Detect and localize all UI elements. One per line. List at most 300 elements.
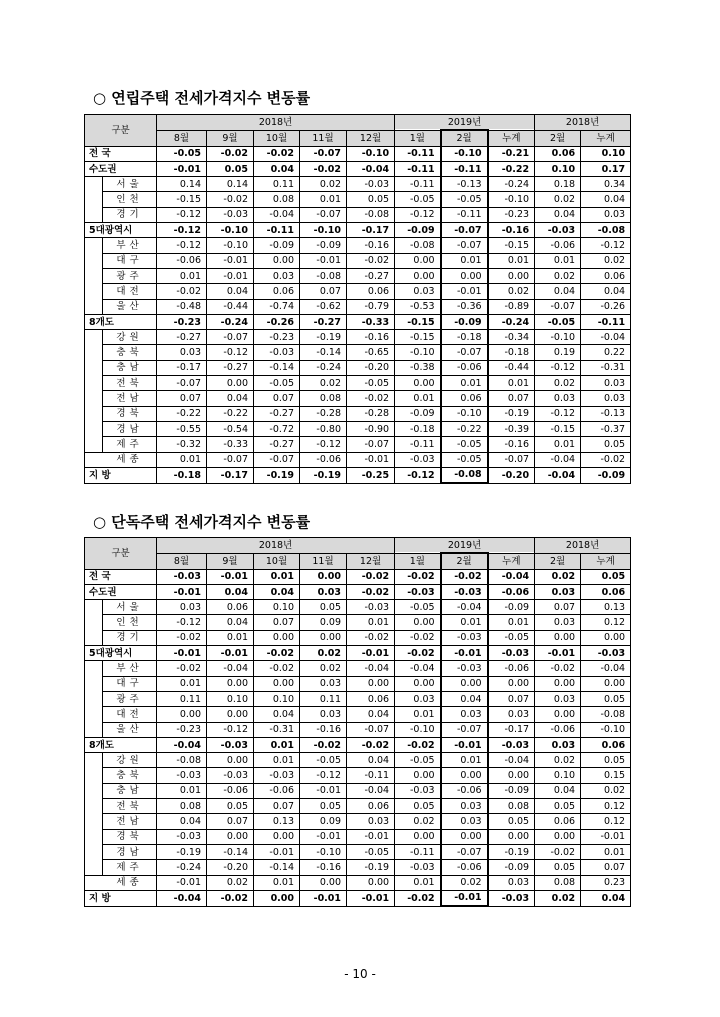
value-cell: -0.24 <box>157 860 207 875</box>
value-cell: -0.48 <box>157 299 207 314</box>
value-cell: -0.03 <box>535 223 581 238</box>
row-label: 대전 <box>103 707 157 722</box>
value-cell: 0.07 <box>254 391 300 406</box>
value-cell: -0.62 <box>300 299 347 314</box>
value-cell: 0.05 <box>581 437 631 452</box>
table-row <box>85 615 631 630</box>
value-cell: -0.04 <box>157 890 207 906</box>
indent-cell <box>85 799 103 814</box>
value-cell: 0.10 <box>535 161 581 176</box>
value-cell: 0.13 <box>581 600 631 615</box>
value-cell: 0.00 <box>488 768 535 783</box>
value-cell: 0.01 <box>441 753 488 768</box>
table-row <box>85 146 631 161</box>
value-cell: 0.07 <box>535 600 581 615</box>
value-cell: -0.22 <box>488 161 535 176</box>
value-cell: -0.11 <box>395 844 441 859</box>
value-cell: 0.02 <box>535 268 581 283</box>
value-cell: -0.01 <box>535 646 581 661</box>
value-cell: 0.10 <box>535 768 581 783</box>
value-cell: -0.09 <box>581 467 631 483</box>
value-cell: 0.02 <box>535 753 581 768</box>
value-cell: 0.03 <box>535 584 581 599</box>
value-cell: -0.27 <box>207 360 254 375</box>
value-cell: 0.04 <box>207 615 254 630</box>
value-cell: -0.27 <box>347 268 395 283</box>
value-cell: -0.18 <box>441 330 488 345</box>
value-cell: 0.03 <box>441 814 488 829</box>
value-cell: -0.04 <box>157 737 207 752</box>
value-cell: 0.00 <box>347 676 395 691</box>
value-cell: -0.12 <box>535 406 581 421</box>
value-cell: 0.02 <box>395 814 441 829</box>
value-cell: -0.03 <box>488 646 535 661</box>
value-cell: -0.12 <box>207 722 254 737</box>
value-cell: -0.38 <box>395 360 441 375</box>
indent-cell <box>85 630 103 645</box>
value-cell: -0.02 <box>395 569 441 584</box>
indent-cell <box>85 421 103 436</box>
table-row <box>85 646 631 661</box>
value-cell: -0.02 <box>207 192 254 207</box>
value-cell: 0.00 <box>488 676 535 691</box>
indent-cell <box>85 192 103 207</box>
value-cell: 0.09 <box>300 615 347 630</box>
value-cell: -0.17 <box>347 223 395 238</box>
value-cell: -0.02 <box>254 646 300 661</box>
value-cell: -0.53 <box>395 299 441 314</box>
month-header: 누계 <box>488 130 535 146</box>
value-cell: -0.01 <box>441 890 488 906</box>
value-cell: 0.07 <box>157 391 207 406</box>
value-cell: -0.28 <box>300 406 347 421</box>
value-cell: 0.05 <box>207 161 254 176</box>
value-cell: -0.08 <box>395 238 441 253</box>
value-cell: -0.09 <box>395 406 441 421</box>
month-header: 2월 <box>441 553 488 569</box>
value-cell: -0.11 <box>441 161 488 176</box>
value-cell: 0.07 <box>254 615 300 630</box>
indent-cell <box>85 284 103 299</box>
row-label: 수도권 <box>85 161 157 176</box>
value-cell: 0.00 <box>581 630 631 645</box>
value-cell: 0.05 <box>347 192 395 207</box>
month-header: 2월 <box>441 130 488 146</box>
table-row <box>85 737 631 752</box>
value-cell: -0.04 <box>581 330 631 345</box>
value-cell: -0.04 <box>535 452 581 467</box>
value-cell: -0.06 <box>488 661 535 676</box>
table-row <box>85 452 631 467</box>
row-label: 전북 <box>103 376 157 391</box>
value-cell: 0.00 <box>207 676 254 691</box>
value-cell: -0.27 <box>254 437 300 452</box>
table-row <box>85 600 631 615</box>
value-cell: -0.16 <box>300 722 347 737</box>
indent-cell <box>85 615 103 630</box>
value-cell: 0.06 <box>347 691 395 706</box>
value-cell: -0.05 <box>300 753 347 768</box>
value-cell: -0.02 <box>395 646 441 661</box>
value-cell: -0.06 <box>535 238 581 253</box>
month-header: 9월 <box>207 553 254 569</box>
value-cell: -0.19 <box>488 406 535 421</box>
indent-cell <box>85 437 103 452</box>
row-label: 대구 <box>103 253 157 268</box>
value-cell: 0.03 <box>581 376 631 391</box>
indent-cell <box>85 753 103 768</box>
value-cell: -0.03 <box>157 768 207 783</box>
value-cell: -0.10 <box>207 223 254 238</box>
value-cell: -0.11 <box>441 207 488 222</box>
month-header: 1월 <box>395 553 441 569</box>
value-cell: 0.00 <box>535 829 581 844</box>
value-cell: -0.03 <box>441 661 488 676</box>
value-cell: 0.00 <box>300 630 347 645</box>
value-cell: -0.19 <box>488 844 535 859</box>
value-cell: 0.00 <box>395 676 441 691</box>
month-header: 1월 <box>395 130 441 146</box>
value-cell: 0.00 <box>300 569 347 584</box>
value-cell: -0.05 <box>488 630 535 645</box>
value-cell: -0.37 <box>581 421 631 436</box>
table-row <box>85 406 631 421</box>
value-cell: -0.01 <box>300 890 347 906</box>
table-title-detached: ○ 단독주택 전세가격지수 변동률 <box>93 513 311 531</box>
value-cell: -0.02 <box>441 569 488 584</box>
value-cell: 0.04 <box>207 584 254 599</box>
indent-cell <box>85 661 103 676</box>
indent-cell <box>85 722 103 737</box>
value-cell: -0.33 <box>207 437 254 452</box>
row-label: 전 국 <box>85 146 157 161</box>
value-cell: 0.03 <box>581 207 631 222</box>
value-cell: -0.12 <box>157 238 207 253</box>
value-cell: 0.00 <box>535 630 581 645</box>
value-cell: 0.05 <box>395 799 441 814</box>
month-header: 누계 <box>488 553 535 569</box>
value-cell: 0.03 <box>300 584 347 599</box>
value-cell: 0.04 <box>347 707 395 722</box>
value-cell: -0.01 <box>207 646 254 661</box>
value-cell: -0.03 <box>207 737 254 752</box>
value-cell: -0.24 <box>207 314 254 329</box>
value-cell: -0.10 <box>207 238 254 253</box>
table-row <box>85 207 631 222</box>
indent-cell <box>85 330 103 345</box>
value-cell: 0.04 <box>441 691 488 706</box>
table-row <box>85 345 631 360</box>
row-label: 대전 <box>103 284 157 299</box>
value-cell: -0.21 <box>488 146 535 161</box>
value-cell: 0.05 <box>581 753 631 768</box>
row-label: 충남 <box>103 783 157 798</box>
value-cell: -0.10 <box>300 223 347 238</box>
value-cell: 0.11 <box>254 177 300 192</box>
value-cell: 0.12 <box>581 799 631 814</box>
value-cell: -0.27 <box>300 314 347 329</box>
value-cell: -0.03 <box>347 600 395 615</box>
value-cell: -0.09 <box>488 600 535 615</box>
value-cell: 0.00 <box>395 768 441 783</box>
value-cell: -0.54 <box>207 421 254 436</box>
value-cell: -0.26 <box>581 299 631 314</box>
value-cell: -0.15 <box>488 238 535 253</box>
value-cell: 0.13 <box>254 814 300 829</box>
value-cell: -0.06 <box>207 783 254 798</box>
value-cell: -0.11 <box>395 161 441 176</box>
value-cell: 0.23 <box>581 875 631 890</box>
value-cell: -0.33 <box>347 314 395 329</box>
row-label: 충북 <box>103 345 157 360</box>
value-cell: -0.22 <box>207 406 254 421</box>
row-label: 부산 <box>103 238 157 253</box>
value-cell: -0.19 <box>254 467 300 483</box>
value-cell: -0.09 <box>254 238 300 253</box>
value-cell: 0.00 <box>441 676 488 691</box>
value-cell: -0.10 <box>347 146 395 161</box>
table-row <box>85 192 631 207</box>
table-row <box>85 860 631 875</box>
value-cell: 0.00 <box>488 829 535 844</box>
indent-cell <box>85 391 103 406</box>
row-label: 전 국 <box>85 569 157 584</box>
value-cell: -0.04 <box>347 783 395 798</box>
value-cell: 0.06 <box>347 799 395 814</box>
table-row <box>85 707 631 722</box>
value-cell: -0.02 <box>395 630 441 645</box>
value-cell: 0.10 <box>254 600 300 615</box>
value-cell: 0.03 <box>535 391 581 406</box>
value-cell: -0.01 <box>441 737 488 752</box>
value-cell: 0.01 <box>441 615 488 630</box>
value-cell: 0.06 <box>535 814 581 829</box>
value-cell: 0.15 <box>581 768 631 783</box>
value-cell: -0.06 <box>488 584 535 599</box>
value-cell: 0.08 <box>157 799 207 814</box>
value-cell: -0.17 <box>157 360 207 375</box>
value-cell: -0.04 <box>207 661 254 676</box>
value-cell: -0.03 <box>157 829 207 844</box>
value-cell: -0.08 <box>581 223 631 238</box>
value-cell: 0.03 <box>157 345 207 360</box>
value-cell: 0.03 <box>441 707 488 722</box>
value-cell: -0.03 <box>488 737 535 752</box>
value-cell: -0.07 <box>157 376 207 391</box>
value-cell: 0.02 <box>581 783 631 798</box>
value-cell: -0.08 <box>347 207 395 222</box>
value-cell: -0.07 <box>254 452 300 467</box>
value-cell: 0.02 <box>488 284 535 299</box>
table-row <box>85 253 631 268</box>
value-cell: -0.15 <box>157 192 207 207</box>
value-cell: 0.00 <box>441 829 488 844</box>
month-header: 9월 <box>207 130 254 146</box>
value-cell: -0.01 <box>347 829 395 844</box>
value-cell: 0.00 <box>581 676 631 691</box>
value-cell: -0.03 <box>207 207 254 222</box>
value-cell: -0.24 <box>488 177 535 192</box>
value-cell: -0.09 <box>395 223 441 238</box>
row-label: 제주 <box>103 437 157 452</box>
row-label: 5대광역시 <box>85 223 157 238</box>
value-cell: -0.01 <box>347 890 395 906</box>
value-cell: -0.04 <box>488 753 535 768</box>
month-header: 12월 <box>347 130 395 146</box>
value-cell: -0.20 <box>207 860 254 875</box>
value-cell: -0.02 <box>207 146 254 161</box>
value-cell: 0.00 <box>535 676 581 691</box>
row-label: 경남 <box>103 421 157 436</box>
indent-cell <box>85 360 103 375</box>
value-cell: -0.36 <box>441 299 488 314</box>
value-cell: 0.03 <box>157 600 207 615</box>
table-row <box>85 584 631 599</box>
value-cell: 0.00 <box>441 268 488 283</box>
month-header: 누계 <box>581 553 631 569</box>
value-cell: 0.01 <box>254 737 300 752</box>
table-row <box>85 753 631 768</box>
value-cell: -0.23 <box>157 722 207 737</box>
value-cell: 0.02 <box>535 192 581 207</box>
value-cell: 0.03 <box>300 707 347 722</box>
value-cell: 0.02 <box>535 569 581 584</box>
value-cell: 0.18 <box>535 177 581 192</box>
value-cell: -0.05 <box>347 376 395 391</box>
value-cell: -0.01 <box>157 875 207 890</box>
value-cell: -0.31 <box>581 360 631 375</box>
value-cell: -0.15 <box>395 330 441 345</box>
value-cell: -0.10 <box>441 406 488 421</box>
value-cell: 0.01 <box>581 844 631 859</box>
value-cell: -0.05 <box>347 844 395 859</box>
value-cell: -0.09 <box>441 314 488 329</box>
value-cell: 0.01 <box>488 376 535 391</box>
value-cell: 0.10 <box>581 146 631 161</box>
year-header: 2019년 <box>395 115 535 131</box>
indent-cell <box>85 376 103 391</box>
table-row <box>85 875 631 890</box>
value-cell: 0.00 <box>207 753 254 768</box>
value-cell: -0.18 <box>488 345 535 360</box>
value-cell: -0.19 <box>300 467 347 483</box>
value-cell: 0.00 <box>254 253 300 268</box>
row-label: 인천 <box>103 615 157 630</box>
value-cell: 0.00 <box>254 630 300 645</box>
value-cell: -0.03 <box>441 630 488 645</box>
value-cell: -0.16 <box>347 238 395 253</box>
value-cell: -0.04 <box>441 600 488 615</box>
table-row <box>85 161 631 176</box>
value-cell: -0.10 <box>395 345 441 360</box>
value-cell: -0.25 <box>347 467 395 483</box>
indent-cell <box>85 860 103 875</box>
value-cell: -0.05 <box>395 600 441 615</box>
row-label: 전북 <box>103 799 157 814</box>
indent-cell <box>85 829 103 844</box>
year-header: 2018년 <box>535 538 631 554</box>
value-cell: -0.02 <box>395 737 441 752</box>
value-cell: 0.04 <box>254 161 300 176</box>
value-cell: -0.22 <box>441 421 488 436</box>
value-cell: -0.10 <box>441 146 488 161</box>
value-cell: 0.07 <box>254 799 300 814</box>
indent-cell <box>85 676 103 691</box>
row-label: 서울 <box>103 600 157 615</box>
value-cell: -0.05 <box>441 452 488 467</box>
value-cell: -0.05 <box>441 192 488 207</box>
value-cell: -0.23 <box>254 330 300 345</box>
table-title-rowhouse: ○ 연립주택 전세가격지수 변동률 <box>93 89 311 107</box>
value-cell: 0.02 <box>581 253 631 268</box>
table-row <box>85 783 631 798</box>
value-cell: -0.16 <box>488 437 535 452</box>
value-cell: 0.00 <box>395 268 441 283</box>
row-label: 충북 <box>103 768 157 783</box>
value-cell: -0.20 <box>347 360 395 375</box>
value-cell: 0.02 <box>535 890 581 906</box>
value-cell: 0.17 <box>581 161 631 176</box>
value-cell: -0.16 <box>300 860 347 875</box>
value-cell: 0.06 <box>535 146 581 161</box>
value-cell: -0.01 <box>254 844 300 859</box>
value-cell: -0.10 <box>581 722 631 737</box>
value-cell: 0.05 <box>535 799 581 814</box>
value-cell: -0.05 <box>157 146 207 161</box>
value-cell: 0.19 <box>535 345 581 360</box>
value-cell: -0.12 <box>581 238 631 253</box>
value-cell: -0.14 <box>207 844 254 859</box>
indent-cell <box>85 691 103 706</box>
month-header: 10월 <box>254 130 300 146</box>
value-cell: 0.01 <box>157 452 207 467</box>
value-cell: 0.06 <box>581 737 631 752</box>
value-cell: -0.17 <box>207 467 254 483</box>
indent-cell <box>85 844 103 859</box>
row-label: 수도권 <box>85 584 157 599</box>
table-row <box>85 722 631 737</box>
table-row <box>85 284 631 299</box>
detached-jeonse-table <box>84 537 631 907</box>
value-cell: 0.07 <box>488 691 535 706</box>
value-cell: -0.26 <box>254 314 300 329</box>
value-cell: 0.07 <box>207 814 254 829</box>
value-cell: 0.08 <box>300 391 347 406</box>
value-cell: 0.03 <box>300 676 347 691</box>
value-cell: -0.02 <box>535 661 581 676</box>
value-cell: -0.06 <box>441 860 488 875</box>
table-row <box>85 376 631 391</box>
value-cell: -0.24 <box>488 314 535 329</box>
row-label: 경기 <box>103 630 157 645</box>
value-cell: 0.07 <box>488 391 535 406</box>
indent-cell <box>85 406 103 421</box>
year-header: 2018년 <box>535 115 631 131</box>
corner-header: 구분 <box>85 115 157 147</box>
value-cell: -0.39 <box>488 421 535 436</box>
value-cell: 0.03 <box>535 691 581 706</box>
value-cell: 0.11 <box>300 691 347 706</box>
value-cell: 0.01 <box>395 707 441 722</box>
value-cell: 0.06 <box>347 284 395 299</box>
value-cell: -0.02 <box>535 844 581 859</box>
value-cell: -0.07 <box>441 722 488 737</box>
value-cell: 0.01 <box>157 268 207 283</box>
value-cell: 0.10 <box>207 691 254 706</box>
indent-cell <box>85 814 103 829</box>
month-header: 12월 <box>347 553 395 569</box>
value-cell: -0.02 <box>254 661 300 676</box>
